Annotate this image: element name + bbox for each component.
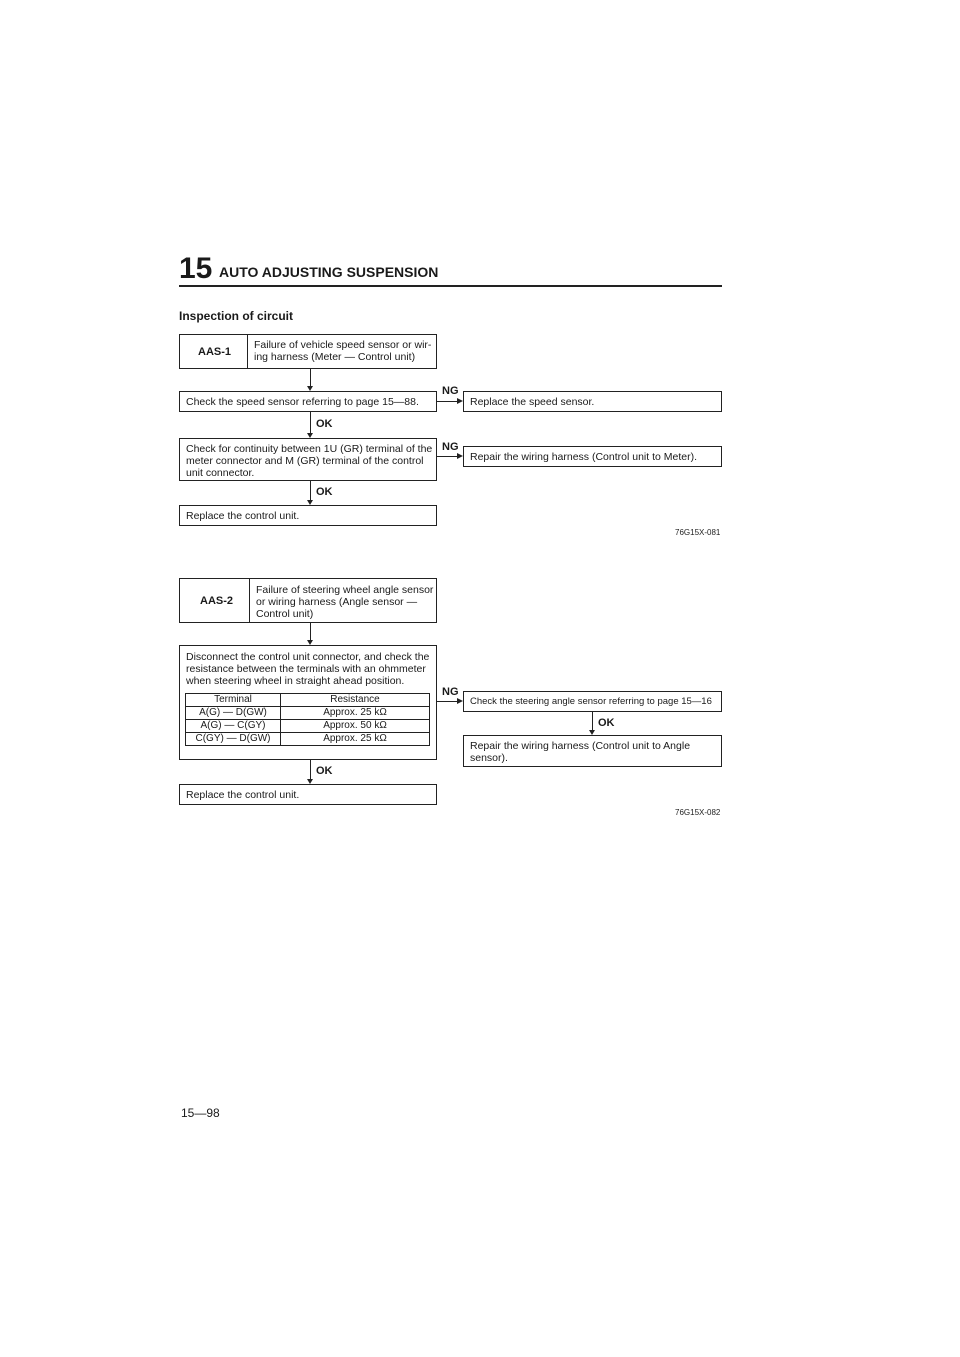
aas2-description: Failure of steering wheel angle sensor or wiring harness (Angle sensor — Control unit) — [256, 584, 434, 620]
aas2-step1-ng-text: Check the steering angle sensor referring to page 15—16 — [470, 696, 712, 707]
table-cell-terminal: A(G) — C(GY) — [186, 720, 281, 733]
aas1-step1-ng-line — [437, 401, 457, 402]
aas1-step1-ng-text: Replace the speed sensor. — [470, 396, 595, 408]
aas1-step1-box — [179, 391, 437, 412]
page-number: 15—98 — [181, 1106, 220, 1120]
chapter-title: AUTO ADJUSTING SUSPENSION — [219, 264, 439, 280]
table-header-resistance: Resistance — [281, 694, 430, 707]
aas1-description: Failure of vehicle speed sensor or wir- ing harness (Meter — Control unit) — [254, 339, 432, 363]
aas1-step2-ng-label: NG — [442, 441, 459, 453]
aas1-step1-ng-box — [463, 391, 722, 412]
table-row — [186, 707, 430, 720]
aas1-step2-ng-box — [463, 446, 722, 467]
aas2-step1-box — [179, 645, 437, 760]
table-cell-resistance: Approx. 25 kΩ — [281, 707, 430, 720]
table-header-row — [186, 694, 430, 707]
aas2-step1-text: Disconnect the control unit connector, and check the resistance between the terminals with an ohmmeter when steering wheel in straight ahead position. — [186, 651, 430, 687]
aas1-figure-code: 76G15X-081 — [675, 528, 721, 537]
aas2-ng-ok-text: Repair the wiring harness (Control unit to Angle sensor). — [470, 740, 691, 764]
aas2-header-box — [179, 578, 437, 623]
aas1-step3-box — [179, 505, 437, 526]
table-header-terminal: Terminal — [186, 694, 281, 707]
aas2-step1-ng-box — [463, 691, 722, 712]
section-title: Inspection of circuit — [179, 309, 294, 323]
aas2-header-divider — [249, 579, 250, 622]
aas1-step3-text: Replace the control unit. — [186, 510, 300, 522]
aas1-step1-text: Check the speed sensor referring to page 15—88. — [186, 396, 419, 408]
table-cell-terminal: A(G) — D(GW) — [186, 707, 281, 720]
aas2-code: AAS-2 — [200, 595, 234, 607]
aas2-step2-text: Replace the control unit. — [186, 789, 300, 801]
aas1-step2-box — [179, 438, 437, 481]
aas2-step1-ng-line — [437, 701, 457, 702]
aas1-step2-ok-label: OK — [316, 486, 333, 498]
aas1-code: AAS-1 — [198, 346, 232, 358]
aas2-step1-ng-label: NG — [442, 686, 459, 698]
table-cell-resistance: Approx. 50 kΩ — [281, 720, 430, 733]
aas2-ng-ok-label: OK — [598, 717, 615, 729]
chapter-number: 15 — [179, 252, 213, 285]
aas1-header-divider — [247, 335, 248, 368]
table-row — [186, 733, 430, 746]
aas1-step2-ng-line — [437, 456, 457, 457]
table-cell-terminal: C(GY) — D(GW) — [186, 733, 281, 746]
aas2-step1-ok-label: OK — [316, 765, 333, 777]
aas1-step1-ng-label: NG — [442, 385, 459, 397]
aas2-ng-ok-box — [463, 735, 722, 767]
aas2-step2-box — [179, 784, 437, 805]
aas1-step2-text: Check for continuity between 1U (GR) terminal of the meter connector and M (GR) terminal of the control unit connector. — [186, 443, 433, 479]
table-cell-resistance: Approx. 25 kΩ — [281, 733, 430, 746]
table-row — [186, 720, 430, 733]
aas1-step2-ng-text: Repair the wiring harness (Control unit to Meter). — [470, 451, 698, 463]
resistance-table — [185, 693, 430, 746]
aas1-header-box — [179, 334, 437, 369]
header-rule — [179, 285, 722, 287]
aas1-step1-ok-label: OK — [316, 418, 333, 430]
aas2-figure-code: 76G15X-082 — [675, 808, 721, 817]
